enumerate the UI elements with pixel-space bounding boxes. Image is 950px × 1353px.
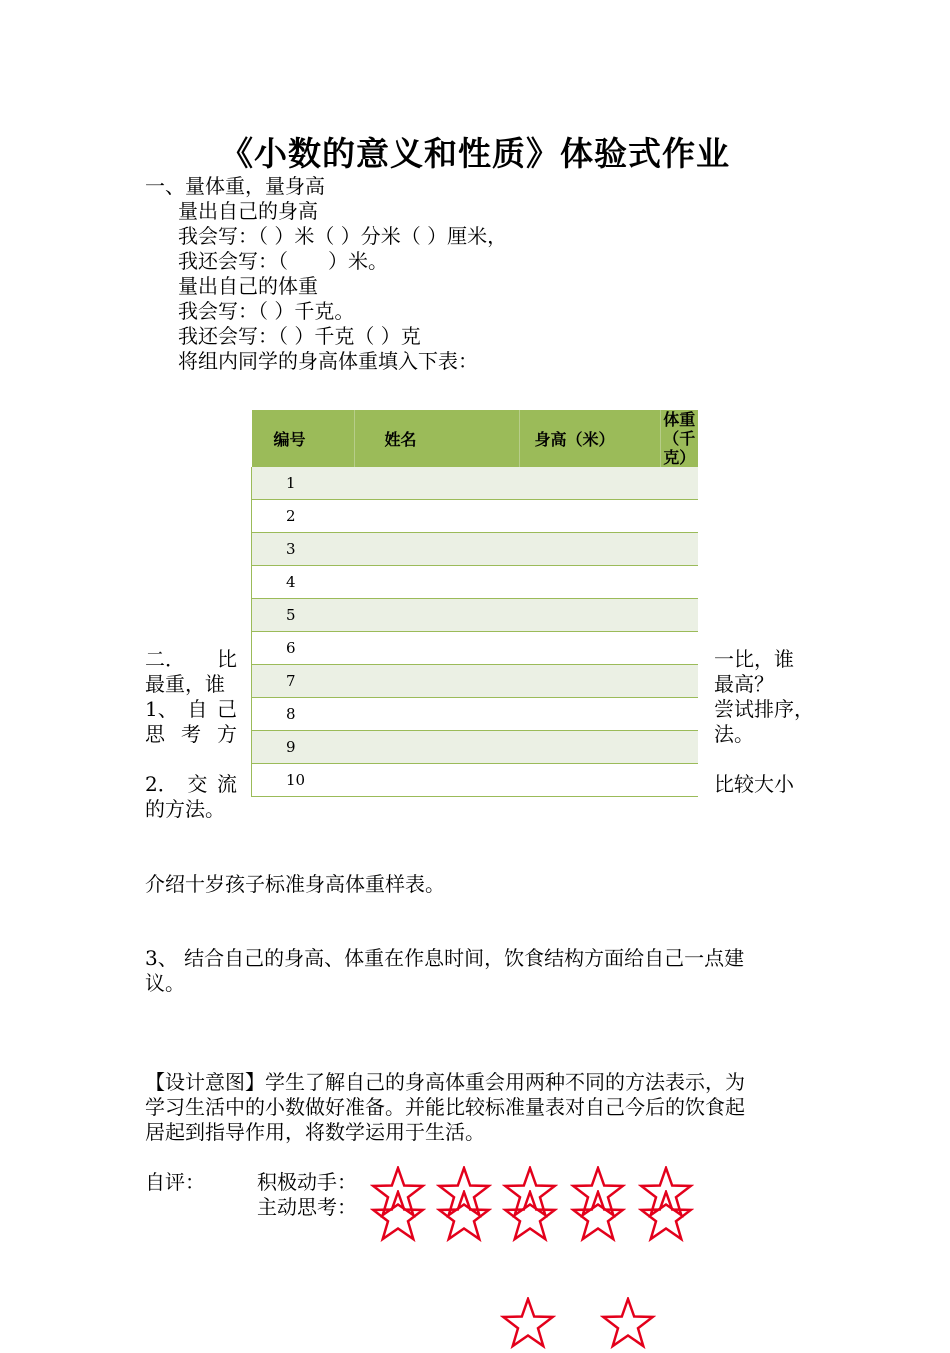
table-row (252, 698, 699, 731)
weight-cell[interactable] (660, 665, 698, 698)
name-cell[interactable] (354, 665, 519, 698)
section2-text: 1、 (145, 697, 178, 721)
weight-cell[interactable] (660, 764, 698, 797)
height-cell[interactable] (519, 665, 660, 698)
row-number: 8 (252, 698, 355, 731)
table-header-height: 身高（米） (519, 410, 660, 467)
section1-line: 我还会写：（ ）千克（ ）克 (178, 324, 421, 348)
table-header-weight-line1: 体重（千 (663, 410, 696, 448)
height-cell[interactable] (519, 467, 660, 500)
section1-line: 将组内同学的身高体重填入下表： (178, 349, 478, 373)
table-header-weight (660, 410, 698, 467)
row-number: 4 (252, 566, 355, 599)
height-cell[interactable] (519, 566, 660, 599)
section2-right-text: 一比，谁 (714, 647, 794, 671)
section2-right-text: 最高？ (714, 672, 774, 696)
row-number: 1 (252, 467, 355, 500)
table-row (252, 731, 699, 764)
star-outline-icon (638, 1190, 694, 1246)
name-cell[interactable] (354, 566, 519, 599)
weight-cell[interactable] (660, 500, 698, 533)
intro-line: 介绍十岁孩子标准身高体重样表。 (145, 872, 445, 896)
row-number: 3 (252, 533, 355, 566)
weight-cell[interactable] (660, 698, 698, 731)
table-row (252, 533, 699, 566)
star-outline-icon (436, 1190, 492, 1246)
name-cell[interactable] (354, 500, 519, 533)
table-row (252, 599, 699, 632)
table-row (252, 500, 699, 533)
section1-line: 量出自己的体重 (178, 274, 318, 298)
self-eval-item-thinking: 主动思考： (257, 1195, 357, 1219)
section2-text: 己 (216, 697, 237, 721)
section1-line: 我会写：（ ）千克。 (178, 299, 355, 323)
section1-heading: 一、量体重，量身高 (145, 174, 325, 198)
section2-right-text: 法。 (714, 722, 754, 746)
table-row (252, 467, 699, 500)
section2-left (145, 647, 237, 822)
row-number: 2 (252, 500, 355, 533)
name-cell[interactable] (354, 698, 519, 731)
section2-right-text: 比较大小 (714, 772, 794, 796)
table-row (252, 566, 699, 599)
section1-line: 我还会写：（ ）米。 (178, 249, 388, 273)
section2-text: 思 (145, 722, 165, 746)
section1-line: 量出自己的身高 (178, 199, 318, 223)
section1-line: 我会写：（ ）米（ ）分米（ ）厘米， (178, 224, 508, 248)
row-number: 6 (252, 632, 355, 665)
weight-cell[interactable] (660, 731, 698, 764)
row-number: 7 (252, 665, 355, 698)
section2-text: 2． (145, 772, 178, 796)
design-intent-line: 学习生活中的小数做好准备。并能比较标准量表对自己今后的饮食起 (145, 1095, 745, 1119)
name-cell[interactable] (354, 467, 519, 500)
name-cell[interactable] (354, 533, 519, 566)
section2-text: 方 (217, 722, 237, 746)
table-header-weight-line2: 克） (663, 448, 696, 467)
section2-text: 流 (216, 772, 237, 796)
design-intent-line: 【设计意图】学生了解自己的身高体重会用两种不同的方法表示，为 (145, 1070, 745, 1094)
section2-text: 二． (145, 647, 185, 671)
section2-text: 比 (217, 647, 237, 671)
star-outline-icon (370, 1190, 426, 1246)
name-cell[interactable] (354, 731, 519, 764)
self-eval-label: 自评： (145, 1170, 205, 1194)
star-outline-icon (570, 1190, 626, 1246)
star-outline-icon (502, 1190, 558, 1246)
table-row (252, 764, 699, 797)
name-cell[interactable] (354, 764, 519, 797)
section2-text: 自 (187, 697, 208, 721)
weight-cell[interactable] (660, 467, 698, 500)
page-title: 《小数的意义和性质》体验式作业 (220, 134, 730, 173)
section2-text: 交 (187, 772, 208, 796)
weight-cell[interactable] (660, 599, 698, 632)
height-cell[interactable] (519, 698, 660, 731)
height-cell[interactable] (519, 764, 660, 797)
weight-cell[interactable] (660, 632, 698, 665)
weight-cell[interactable] (660, 566, 698, 599)
section2-text: 考 (181, 722, 201, 746)
star-outline-icon (500, 1297, 556, 1353)
table-row (252, 632, 699, 665)
section2-right-text: 尝试排序， (714, 697, 814, 721)
height-cell[interactable] (519, 533, 660, 566)
row-number: 5 (252, 599, 355, 632)
section3-line: 3、 结合自己的身高、体重在作息时间，饮食结构方面给自己一点建 (145, 946, 745, 970)
row-number: 9 (252, 731, 355, 764)
star-outline-icon (600, 1297, 656, 1353)
name-cell[interactable] (354, 632, 519, 665)
self-eval-item-active: 积极动手： (257, 1170, 357, 1194)
section2-text: 最重，谁 (145, 672, 225, 696)
table-row (252, 665, 699, 698)
height-cell[interactable] (519, 731, 660, 764)
name-cell[interactable] (354, 599, 519, 632)
height-cell[interactable] (519, 599, 660, 632)
height-cell[interactable] (519, 500, 660, 533)
table-header-name: 姓名 (354, 410, 519, 467)
height-weight-table (251, 410, 698, 797)
table-header-number: 编号 (252, 410, 355, 467)
section2-text: 的方法。 (145, 797, 225, 821)
weight-cell[interactable] (660, 533, 698, 566)
row-number: 10 (252, 764, 355, 797)
section3-line: 议。 (145, 971, 185, 995)
height-cell[interactable] (519, 632, 660, 665)
design-intent-line: 居起到指导作用，将数学运用于生活。 (145, 1120, 485, 1144)
